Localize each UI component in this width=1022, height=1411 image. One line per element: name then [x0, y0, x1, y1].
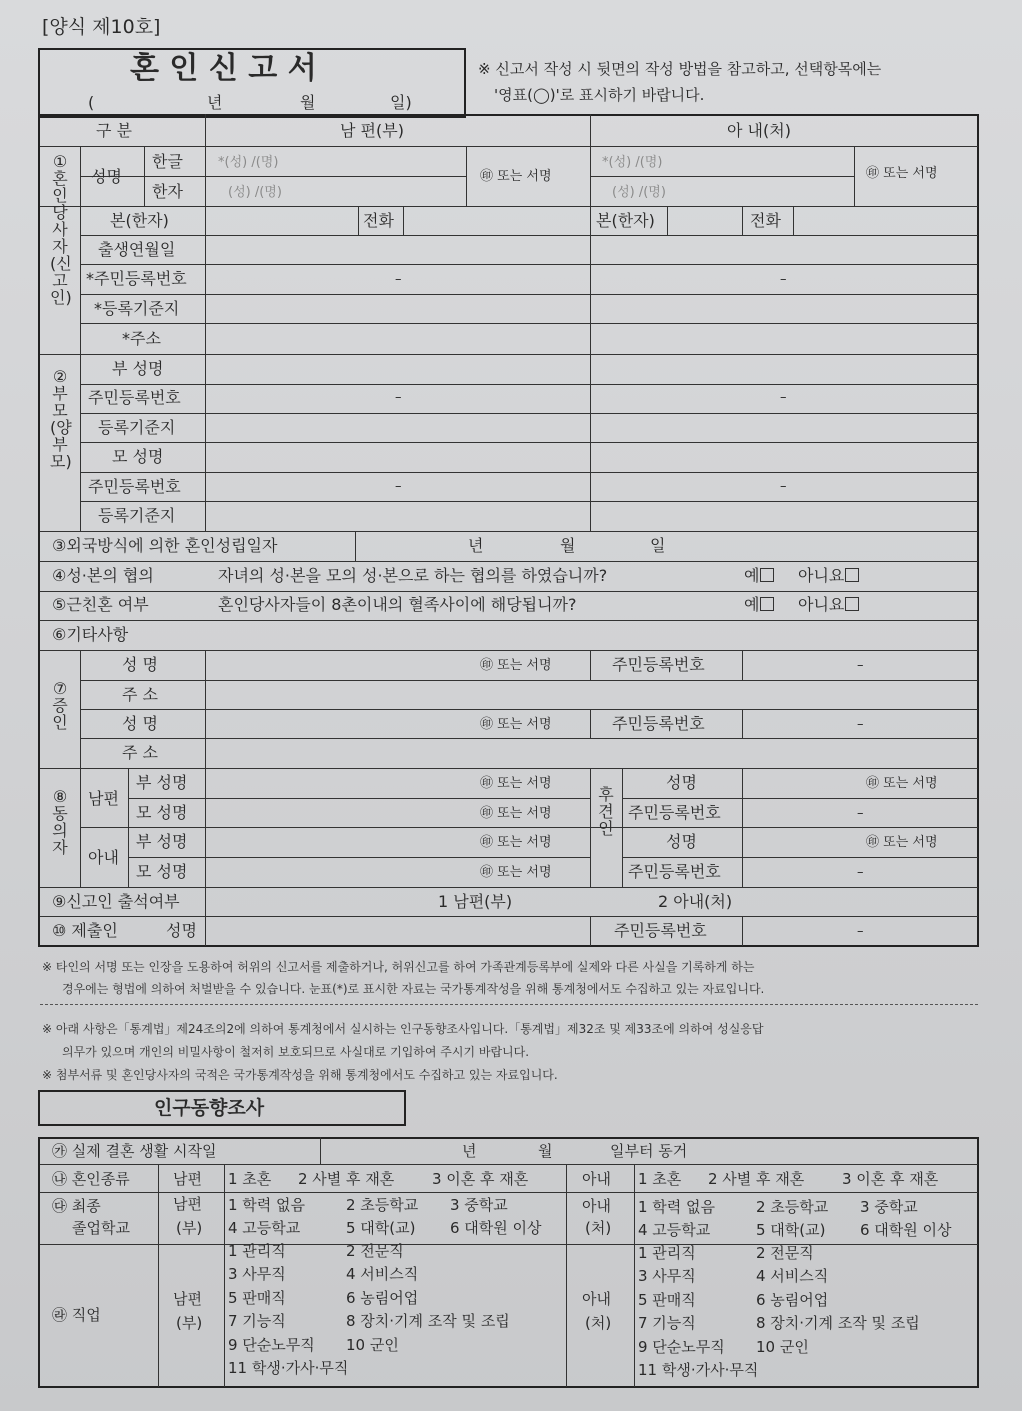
sec1-label: ①혼인당사자(신고인): [50, 152, 72, 307]
job-h-5[interactable]: 5 판매직: [228, 1289, 286, 1307]
consent-husband-label: 남편: [88, 789, 119, 808]
survey-title: 인구동향조사: [154, 1097, 265, 1119]
sec5-no[interactable]: 아니요: [798, 596, 859, 614]
date-open: (: [88, 93, 95, 112]
warning-2b: 의무가 있으며 개인의 비밀사항이 철저히 보호되므로 사실대로 기입하여 주시기 바랍니다.: [62, 1045, 530, 1059]
c2-name: 모 성명: [136, 803, 188, 822]
c1-seal[interactable]: ㊞ 또는 서명: [480, 776, 552, 791]
survey-a-year[interactable]: 년: [462, 1142, 477, 1160]
h-phone-label: 전화: [363, 211, 394, 230]
sec3-month[interactable]: 월: [560, 536, 576, 555]
edu-h-4[interactable]: 4 고등학교: [228, 1219, 301, 1237]
w-phone-label: 전화: [750, 211, 781, 230]
b-h-opt2[interactable]: 2 사별 후 재혼: [298, 1170, 395, 1188]
attend-husband[interactable]: 1 남편(부): [438, 892, 513, 911]
bon-label: 본(한자): [110, 211, 169, 230]
sec3-label: ③외국방식에 의한 혼인성립일자: [52, 536, 278, 555]
job-w-1[interactable]: 1 관리직: [638, 1244, 696, 1262]
survey-c-husband: 남편: [173, 1195, 202, 1213]
sec4-question: 자녀의 성·본을 모의 성·본으로 하는 협의를 하였습니까?: [218, 566, 608, 585]
h-m-rrn-dash[interactable]: –: [395, 479, 402, 494]
survey-b-wife: 아내: [582, 1170, 611, 1188]
col-husband: 남 편(부): [340, 121, 404, 140]
submitter-rrn-dash[interactable]: –: [857, 924, 864, 939]
witness1-seal[interactable]: ㊞ 또는 서명: [480, 658, 552, 673]
sec5-question: 혼인당사자들이 8촌이내의 혈족사이에 해당됩니까?: [218, 595, 577, 614]
survey-d-label: ㉱ 직업: [52, 1306, 101, 1324]
form-number: [양식 제10호]: [42, 16, 161, 38]
father-rrn-label: 주민등록번호: [88, 388, 181, 407]
w-rrn-dash[interactable]: –: [780, 272, 787, 287]
hanja-label: 한자: [152, 182, 183, 201]
witness1-addr-label: 주 소: [122, 685, 158, 704]
sec8-label: ⑧동의자: [52, 787, 68, 857]
job-w-11[interactable]: 11 학생·가사·무직: [638, 1361, 759, 1379]
witness1-rrn-dash[interactable]: –: [857, 658, 864, 673]
h-rrn-dash[interactable]: –: [395, 272, 402, 287]
sec3-year[interactable]: 년: [468, 536, 484, 555]
w-m-rrn-dash[interactable]: –: [780, 479, 787, 494]
date-day: 일): [390, 93, 412, 112]
job-w-3[interactable]: 3 사무직: [638, 1267, 696, 1285]
reg-label: *등록기준지: [94, 299, 180, 318]
col-wife: 아 내(처): [727, 121, 791, 140]
edu-h-3[interactable]: 3 중학교: [450, 1196, 508, 1214]
sec4-label: ④성·본의 협의: [52, 566, 154, 585]
g1-rrn-label: 주민등록번호: [628, 803, 721, 822]
col-gubun: 구 분: [96, 121, 132, 140]
g2-rrn-dash[interactable]: –: [857, 865, 864, 880]
date-month: 월: [300, 93, 316, 112]
warning-3: ※ 첨부서류 및 혼인당사자의 국적은 국가통계작성을 위해 통계청에서도 수집하고 있는 자료입니다.: [42, 1068, 558, 1082]
survey-b-label: ㉯ 혼인종류: [52, 1170, 130, 1188]
job-h-8[interactable]: 8 장치·기계 조작 및 조립: [346, 1312, 510, 1330]
survey-c-wife: 아내: [582, 1197, 611, 1215]
h-name-hanja[interactable]: (성) /(명): [228, 185, 282, 200]
job-h-1[interactable]: 1 관리직: [228, 1242, 286, 1260]
job-w-10[interactable]: 10 군인: [756, 1338, 809, 1356]
edu-h-2[interactable]: 2 초등학교: [346, 1196, 419, 1214]
rrn-label: *주민등록번호: [86, 269, 187, 288]
sec7-label: ⑦증인: [52, 679, 68, 732]
g1-name-label: 성명: [666, 773, 697, 792]
edu-h-5[interactable]: 5 대학(교): [346, 1219, 416, 1237]
hangul-label: 한글: [152, 152, 183, 171]
edu-h-1[interactable]: 1 학력 없음: [228, 1196, 306, 1214]
mother-rrn-label: 주민등록번호: [88, 477, 181, 496]
witness1-rrn-label: 주민등록번호: [612, 655, 705, 674]
w-bon-label: 본(한자): [596, 211, 655, 230]
addr-label: *주소: [122, 329, 161, 348]
c3-seal[interactable]: ㊞ 또는 서명: [480, 835, 552, 850]
page-title: 혼 인 신 고 서: [130, 51, 317, 86]
w-seal[interactable]: ㊞ 또는 서명: [866, 166, 938, 181]
g2-name-label: 성명: [666, 832, 697, 851]
survey-c-label-2: 졸업학교: [72, 1219, 130, 1237]
notice-line-2: '영표(◯)'로 표시하기 바랍니다.: [494, 86, 705, 104]
survey-c-label-1: ㉰ 최종: [52, 1197, 101, 1215]
job-h-7[interactable]: 7 기능직: [228, 1312, 286, 1330]
job-h-2[interactable]: 2 전문직: [346, 1242, 404, 1260]
warning-1b: 경우에는 형법에 의하여 처벌받을 수 있습니다. 눈표(*)로 표시한 자료는 국가통계작성을 위해 통계청에서도 수집하고 있는 자료입니다.: [62, 982, 765, 996]
witness2-addr-label: 주 소: [122, 743, 158, 762]
survey-c-cheo: (처): [585, 1219, 612, 1237]
c2-seal[interactable]: ㊞ 또는 서명: [480, 806, 552, 821]
b-w-opt1[interactable]: 1 초혼: [638, 1170, 682, 1188]
survey-d-cheo: (처): [585, 1314, 612, 1332]
w-f-rrn-dash[interactable]: –: [780, 390, 787, 405]
sec5-label: ⑤근친혼 여부: [52, 595, 149, 614]
edu-w-5[interactable]: 5 대학(교): [756, 1221, 826, 1239]
survey-d-bu: (부): [176, 1314, 203, 1332]
g2-seal[interactable]: ㊞ 또는 서명: [866, 835, 938, 850]
g1-rrn-dash[interactable]: –: [857, 806, 864, 821]
submitter-name-label: 성명: [166, 921, 197, 940]
sec3-day[interactable]: 일: [650, 536, 666, 555]
edu-h-6[interactable]: 6 대학원 이상: [450, 1219, 542, 1237]
mother-reg-label: 등록기준지: [98, 506, 176, 525]
survey-c-bu: (부): [176, 1219, 203, 1237]
edu-w-2[interactable]: 2 초등학교: [756, 1198, 829, 1216]
job-w-8[interactable]: 8 장치·기계 조작 및 조립: [756, 1314, 920, 1332]
sec10-label: ⑩ 제출인: [52, 921, 118, 940]
edu-w-6[interactable]: 6 대학원 이상: [860, 1221, 952, 1239]
job-w-9[interactable]: 9 단순노무직: [638, 1338, 725, 1356]
job-h-6[interactable]: 6 농림어업: [346, 1289, 419, 1307]
b-w-opt2[interactable]: 2 사별 후 재혼: [708, 1170, 805, 1188]
edu-w-1[interactable]: 1 학력 없음: [638, 1198, 716, 1216]
sec6-label: ⑥기타사항: [52, 625, 129, 644]
attend-wife[interactable]: 2 아내(처): [658, 892, 733, 911]
witness2-rrn-label: 주민등록번호: [612, 714, 705, 733]
job-w-5[interactable]: 5 판매직: [638, 1291, 696, 1309]
c4-seal[interactable]: ㊞ 또는 서명: [480, 865, 552, 880]
b-h-opt1[interactable]: 1 초혼: [228, 1170, 272, 1188]
survey-a-label: ㉮ 실제 결혼 생활 시작일: [52, 1142, 217, 1160]
g1-seal[interactable]: ㊞ 또는 서명: [866, 776, 938, 791]
warning-1a: ※ 타인의 서명 또는 인장을 도용하여 허위의 신고서를 제출하거나, 허위신고를 하여 가족관계등록부에 실제와 다른 사실을 기록하게 하는: [42, 960, 755, 974]
b-h-opt3[interactable]: 3 이혼 후 재혼: [432, 1170, 529, 1188]
sec2-label: ②부모(양부모): [50, 367, 72, 471]
submitter-rrn-label: 주민등록번호: [614, 921, 707, 940]
survey-d-husband: 남편: [173, 1290, 202, 1308]
c3-name: 부 성명: [136, 832, 188, 851]
name-label: 성명: [91, 167, 122, 186]
g2-rrn-label: 주민등록번호: [628, 862, 721, 881]
witness2-rrn-dash[interactable]: –: [857, 717, 864, 732]
witness2-seal[interactable]: ㊞ 또는 서명: [480, 717, 552, 732]
w-name-hangul[interactable]: *(성) /(명): [602, 155, 663, 170]
c1-name: 부 성명: [136, 773, 188, 792]
b-w-opt3[interactable]: 3 이혼 후 재혼: [842, 1170, 939, 1188]
job-h-4[interactable]: 4 서비스직: [346, 1265, 419, 1283]
consent-wife-label: 아내: [88, 848, 119, 867]
job-h-11[interactable]: 11 학생·가사·무직: [228, 1359, 349, 1377]
sec9-label: ⑨신고인 출석여부: [52, 892, 180, 911]
h-seal[interactable]: ㊞ 또는 서명: [480, 169, 552, 184]
witness1-name-label: 성 명: [122, 655, 158, 674]
warning-2a: ※ 아래 사항은「통계법」제24조의2에 의하여 통계청에서 실시하는 인구동향조사입니다.「통계법」제32조 및 제33조에 의하여 성실응답: [42, 1022, 764, 1036]
survey-b-husband: 남편: [173, 1170, 202, 1188]
job-w-6[interactable]: 6 농림어업: [756, 1291, 829, 1309]
mother-name-label: 모 성명: [112, 447, 164, 466]
h-name-hangul[interactable]: *(성) /(명): [218, 155, 279, 170]
witness2-name-label: 성 명: [122, 714, 158, 733]
sec4-yes[interactable]: 예: [744, 567, 774, 585]
job-w-2[interactable]: 2 전문직: [756, 1244, 814, 1262]
sec5-yes[interactable]: 예: [744, 596, 774, 614]
edu-w-4[interactable]: 4 고등학교: [638, 1221, 711, 1239]
w-name-hanja[interactable]: (성) /(명): [612, 185, 666, 200]
survey-a-day[interactable]: 일부터 동거: [610, 1142, 688, 1160]
father-reg-label: 등록기준지: [98, 418, 176, 437]
notice-line-1: ※ 신고서 작성 시 뒷면의 작성 방법을 참고하고, 선택항목에는: [478, 60, 882, 78]
birth-label: 출생연월일: [98, 240, 176, 259]
father-name-label: 부 성명: [112, 359, 164, 378]
job-h-3[interactable]: 3 사무직: [228, 1265, 286, 1283]
edu-w-3[interactable]: 3 중학교: [860, 1198, 918, 1216]
job-h-9[interactable]: 9 단순노무직: [228, 1336, 315, 1354]
survey-d-wife: 아내: [582, 1290, 611, 1308]
date-year: 년: [207, 93, 223, 112]
job-w-7[interactable]: 7 기능직: [638, 1314, 696, 1332]
job-w-4[interactable]: 4 서비스직: [756, 1267, 829, 1285]
c4-name: 모 성명: [136, 862, 188, 881]
survey-a-month[interactable]: 월: [538, 1142, 553, 1160]
h-f-rrn-dash[interactable]: –: [395, 390, 402, 405]
guardian-label: 후견인: [598, 785, 614, 838]
job-h-10[interactable]: 10 군인: [346, 1336, 399, 1354]
sec4-no[interactable]: 아니요: [798, 567, 859, 585]
